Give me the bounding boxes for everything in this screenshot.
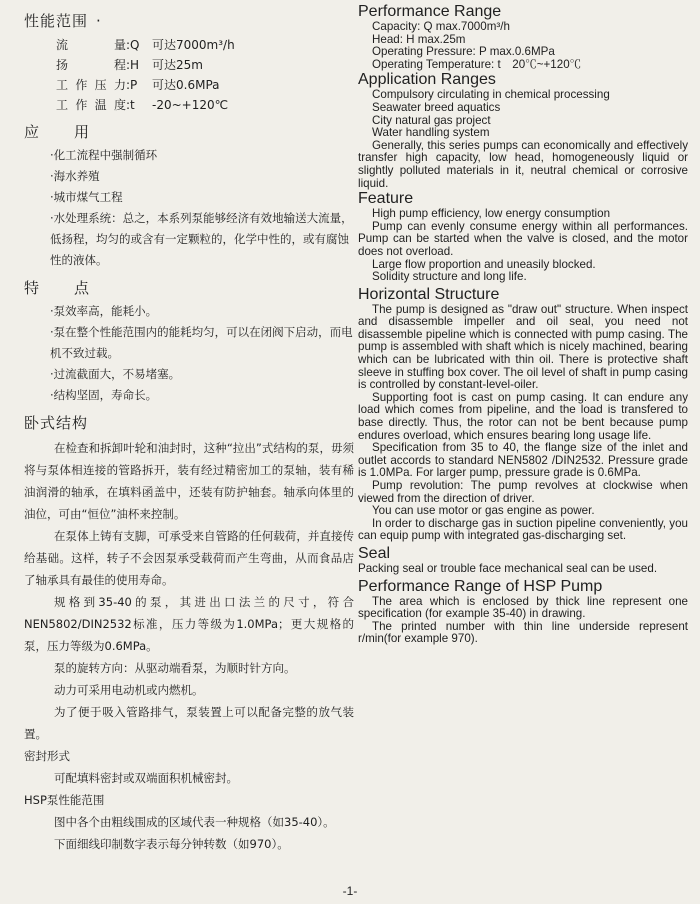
list-item: ·海水养殖 [50,169,100,183]
page-number: -1- [342,884,358,898]
list-item: Solidity structure and long life. [372,270,527,284]
heading-char: 特 [24,279,40,297]
spec-label: 流 量 [56,38,126,52]
zh-performance-title-text: 性能范围 [24,12,89,30]
zh-application-list [24,145,354,271]
en-seal-title: Seal [358,544,391,562]
paragraph: Specification from 35 to 40, the flange size of the inlet and outlet accords to standard NEN5802 /DIN2532. Pressure grade is 1.0MPa. For larger pump, pressure grade is 0.6MPa. [358,441,688,480]
list-item: Operating Temperature: t 20℃~+120℃ [372,57,582,71]
spec-value: 可达0.6MPa [152,78,220,92]
en-application-list [358,89,688,190]
zh-spec-list [24,35,354,115]
en-horizontal-title: Horizontal Structure [358,285,500,303]
spec-value: 可达25m [152,58,203,72]
title-dot: · [96,12,102,30]
spec-row [24,75,354,95]
list-item: ·结构坚固，寿命长。 [50,388,158,402]
list-item: ·泵效率高，能耗小。 [50,304,158,318]
paragraph: 动力可采用电动机或内燃机。 [54,683,204,697]
spec-row [24,35,354,55]
english-column [358,3,688,646]
spec-row [24,95,354,115]
list-item: Pump can evenly consume energy within all performances. Pump can be started when the valve is closed, and the motor does not overload. [358,219,688,258]
heading-char: 点 [74,279,90,297]
spec-label: 工作温度 [56,98,126,112]
spec-label: 工作压力 [56,78,126,92]
zh-feature-heading [24,277,354,298]
list-item: Compulsory circulating in chemical processing [372,88,610,102]
spec-symbol: :Q [126,38,140,52]
paragraph: Pump revolution: The pump revolves at clockwise when viewed from the direction of driver. [358,479,688,505]
list-item: Seawater breed aquatics [372,100,501,114]
en-application-title: Application Ranges [358,71,496,89]
paragraph: In order to discharge gas in suction pipeline conveniently, you can equip pump with integrated gas-discharging set. [358,516,688,543]
paragraph: 在泵体上铸有支脚，可承受来自管路的任何载荷，并直接传给基础。这样，转子不会因泵承受载荷而产生弯曲，从而食品店了轴承具有最佳的使用寿命。 [24,529,354,587]
paragraph: 可配填料密封或双端面积机械密封。 [54,771,238,785]
paragraph: You can use motor or gas engine as power. [372,504,595,518]
en-hsp-body [358,596,688,646]
en-performance-title: Performance Range [358,3,502,20]
spec-label: 扬 程 [56,58,126,72]
zh-seal-title: 密封形式 [24,749,70,763]
en-feature-title: Feature [358,190,414,208]
en-performance-list [372,21,688,71]
paragraph: Packing seal or trouble face mechanical seal can be used. [358,561,658,575]
heading-char: 用 [74,123,90,141]
zh-horizontal-title: 卧式结构 [24,414,89,432]
list-item: ·过流截面大，不易堵塞。 [50,367,181,381]
zh-feature-list [24,301,354,406]
paragraph: The area which is enclosed by thick line represent one specification (for example 35-40) in drawing. [358,594,688,621]
paragraph: 下面细线印制数字表示每分钟转数（如970）。 [54,837,289,851]
list-item: Head: H max.25m [372,32,466,46]
en-feature-list [358,208,688,284]
paragraph: 规格到35-40的泵，其进出口法兰的尺寸，符合NEN5802/DIN2532标准，压力等级为1.0MPa；更大规格的泵，压力等级为0.6MPa。 [24,595,354,653]
paragraph: Supporting foot is cast on pump casing. It can endure any load which comes from pipeline, and the load is transfered to base directly. Thus, the rotor can not be bent because pump endures overload, which ensures bearing long usage life. [358,390,688,442]
list-item: High pump efficiency, low energy consumption [372,207,611,221]
list-item: ·水处理系统：总之，本系列泵能够经济有效地输送大流量，低扬程，均匀的或含有一定颗粒的，化学中性的，或有腐蚀性的液体。 [50,211,353,267]
zh-application-heading [24,121,354,142]
list-item: Large flow proportion and uneasily blocked. [372,257,596,271]
heading-char: 应 [24,123,40,141]
paragraph: Generally, this series pumps can economically and effectively transfer high capacity, low head, homogeneously liquid or slightly polluted materials in it, neutral chemical or corrosive liquid. [358,138,688,190]
paragraph: 图中各个由粗线围成的区域代表一种规格（如35-40）。 [54,815,335,829]
spec-value: -20~+120℃ [152,98,229,112]
paragraph: 泵的旋转方向：从驱动端看泵，为顺时针方向。 [54,661,296,675]
spec-row [24,55,354,75]
paragraph: 为了便于吸入管路排气，泵装置上可以配备完整的放气装置。 [24,705,354,741]
list-item: Water handling system [372,126,490,140]
list-item: Capacity: Q max.7000m³/h [372,20,510,33]
spec-symbol: :H [126,58,140,72]
list-item: ·化工流程中强制循环 [50,148,158,162]
chinese-column [24,6,354,855]
spec-symbol: :t [126,98,135,112]
paragraph: The pump is designed as "draw out" structure. When inspect and disassemble impeller and oil seal, you need not disassemble pipeline which is connected with pump casing. The pump is assembled with shaft which is nicely machined, bearing which can be lubricated with thin oil. There is protective shaft sleeve in stuffing box cover. The oil level of shaft in pump casing is controlled by constant-level-oiler. [358,302,688,392]
spec-symbol: :P [126,78,138,92]
zh-performance-title [24,10,354,31]
spec-value: 可达7000m³/h [152,38,235,52]
paragraph: The printed number with thin line underside represent r/min(for example 970). [358,619,688,646]
en-hsp-title: Performance Range of HSP Pump [358,577,603,595]
list-item: Operating Pressure: P max.0.6MPa [372,45,555,59]
en-horizontal-body [358,304,688,543]
list-item: City natural gas project [372,113,491,127]
paragraph: 在检查和拆卸叶轮和油封时，这种“拉出”式结构的泵，毋须将与泵体相连接的管路拆开，装有经过精密加工的泵轴，装有稀油润滑的轴承，在填料函盖中，还装有防护轴套。轴承向体里的油位，可由“恒位”油杯来控制。 [24,441,354,521]
zh-hsp-title: HSP泵性能范围 [24,793,105,807]
list-item: ·城市煤气工程 [50,190,123,204]
list-item: ·泵在整个性能范围内的能耗均匀，可以在闭阀下启动，而电机不致过载。 [50,325,353,360]
